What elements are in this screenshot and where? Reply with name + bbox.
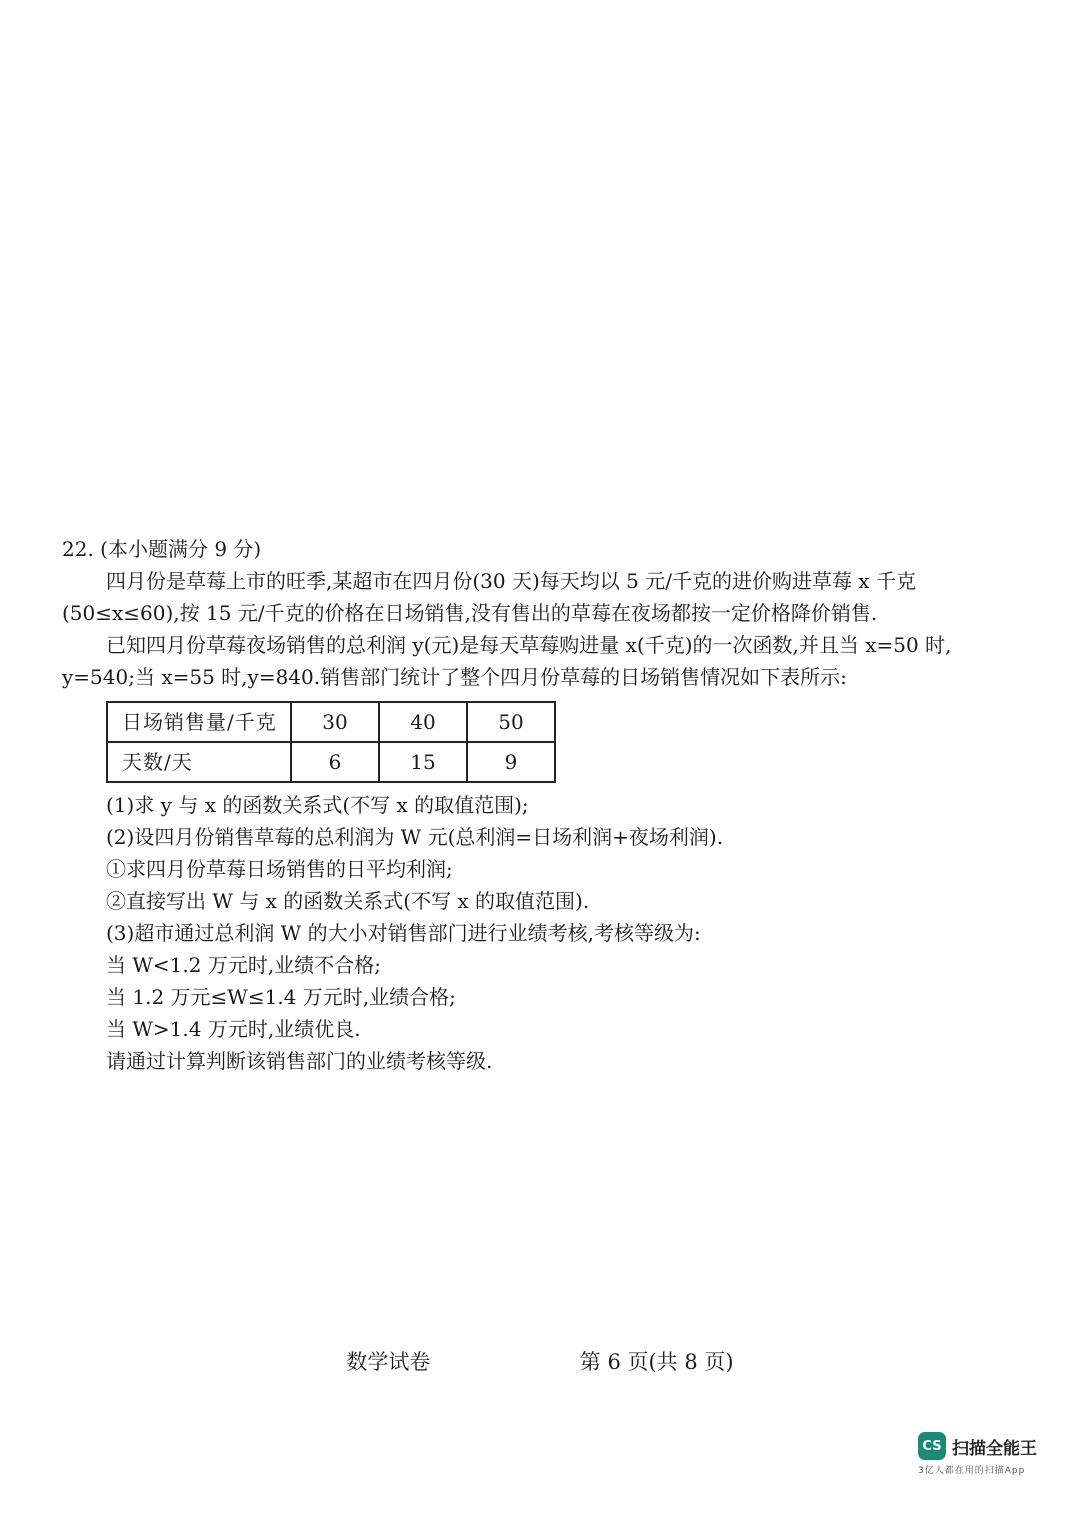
problem-text-line: y=540;当 x=55 时,y=840.销售部门统计了整个四月份草莓的日场销售情况如下表所示: xyxy=(62,665,847,689)
problem-text-line: (50≤x≤60),按 15 元/千克的价格在日场销售,没有售出的草莓在夜场都按一定价格降价销售. xyxy=(62,601,878,625)
problem-22 xyxy=(62,533,1022,1077)
footer-subject: 数学试卷 xyxy=(346,1350,431,1374)
table-header-cell: 日场销售量/千克 xyxy=(107,702,291,742)
sales-table xyxy=(106,701,556,783)
table-cell: 15 xyxy=(379,742,467,782)
question-line: (1)求 y 与 x 的函数关系式(不写 x 的取值范围); xyxy=(106,793,529,817)
problem-title: 22. (本小题满分 9 分) xyxy=(62,537,262,561)
question-line: 当 1.2 万元≤W≤1.4 万元时,业绩合格; xyxy=(106,985,456,1009)
problem-text-line: 已知四月份草莓夜场销售的总利润 y(元)是每天草莓购进量 x(千克)的一次函数,并且当 x=50 时, xyxy=(106,633,952,657)
table-row xyxy=(107,742,555,782)
question-line: 当 W<1.2 万元时,业绩不合格; xyxy=(106,953,381,977)
table-cell: 40 xyxy=(379,702,467,742)
page-footer xyxy=(0,1346,1080,1376)
watermark-tagline: 3亿人都在用的扫描App xyxy=(918,1466,1026,1476)
table-cell: 50 xyxy=(467,702,555,742)
question-line: ①求四月份草莓日场销售的日平均利润; xyxy=(106,857,453,881)
question-line: ②直接写出 W 与 x 的函数关系式(不写 x 的取值范围). xyxy=(106,889,590,913)
watermark-name: 扫描全能王 xyxy=(952,1438,1037,1459)
problem-text-line: 四月份是草莓上市的旺季,某超市在四月份(30 天)每天均以 5 元/千克的进价购进草莓 x 千克 xyxy=(106,569,916,593)
question-line: 请通过计算判断该销售部门的业绩考核等级. xyxy=(106,1049,493,1073)
question-line: (2)设四月份销售草莓的总利润为 W 元(总利润=日场利润+夜场利润). xyxy=(106,825,724,849)
watermark-row xyxy=(918,1432,1058,1460)
table-header-cell: 天数/天 xyxy=(107,742,291,782)
camscanner-logo-icon: CS xyxy=(918,1432,946,1460)
table-cell: 30 xyxy=(291,702,379,742)
footer-page-number: 第 6 页(共 8 页) xyxy=(579,1350,734,1374)
scanner-watermark xyxy=(918,1432,1058,1476)
table-cell: 9 xyxy=(467,742,555,782)
question-line: (3)超市通过总利润 W 的大小对销售部门进行业绩考核,考核等级为: xyxy=(106,921,701,945)
table-row xyxy=(107,702,555,742)
table-cell: 6 xyxy=(291,742,379,782)
question-line: 当 W>1.4 万元时,业绩优良. xyxy=(106,1017,361,1041)
